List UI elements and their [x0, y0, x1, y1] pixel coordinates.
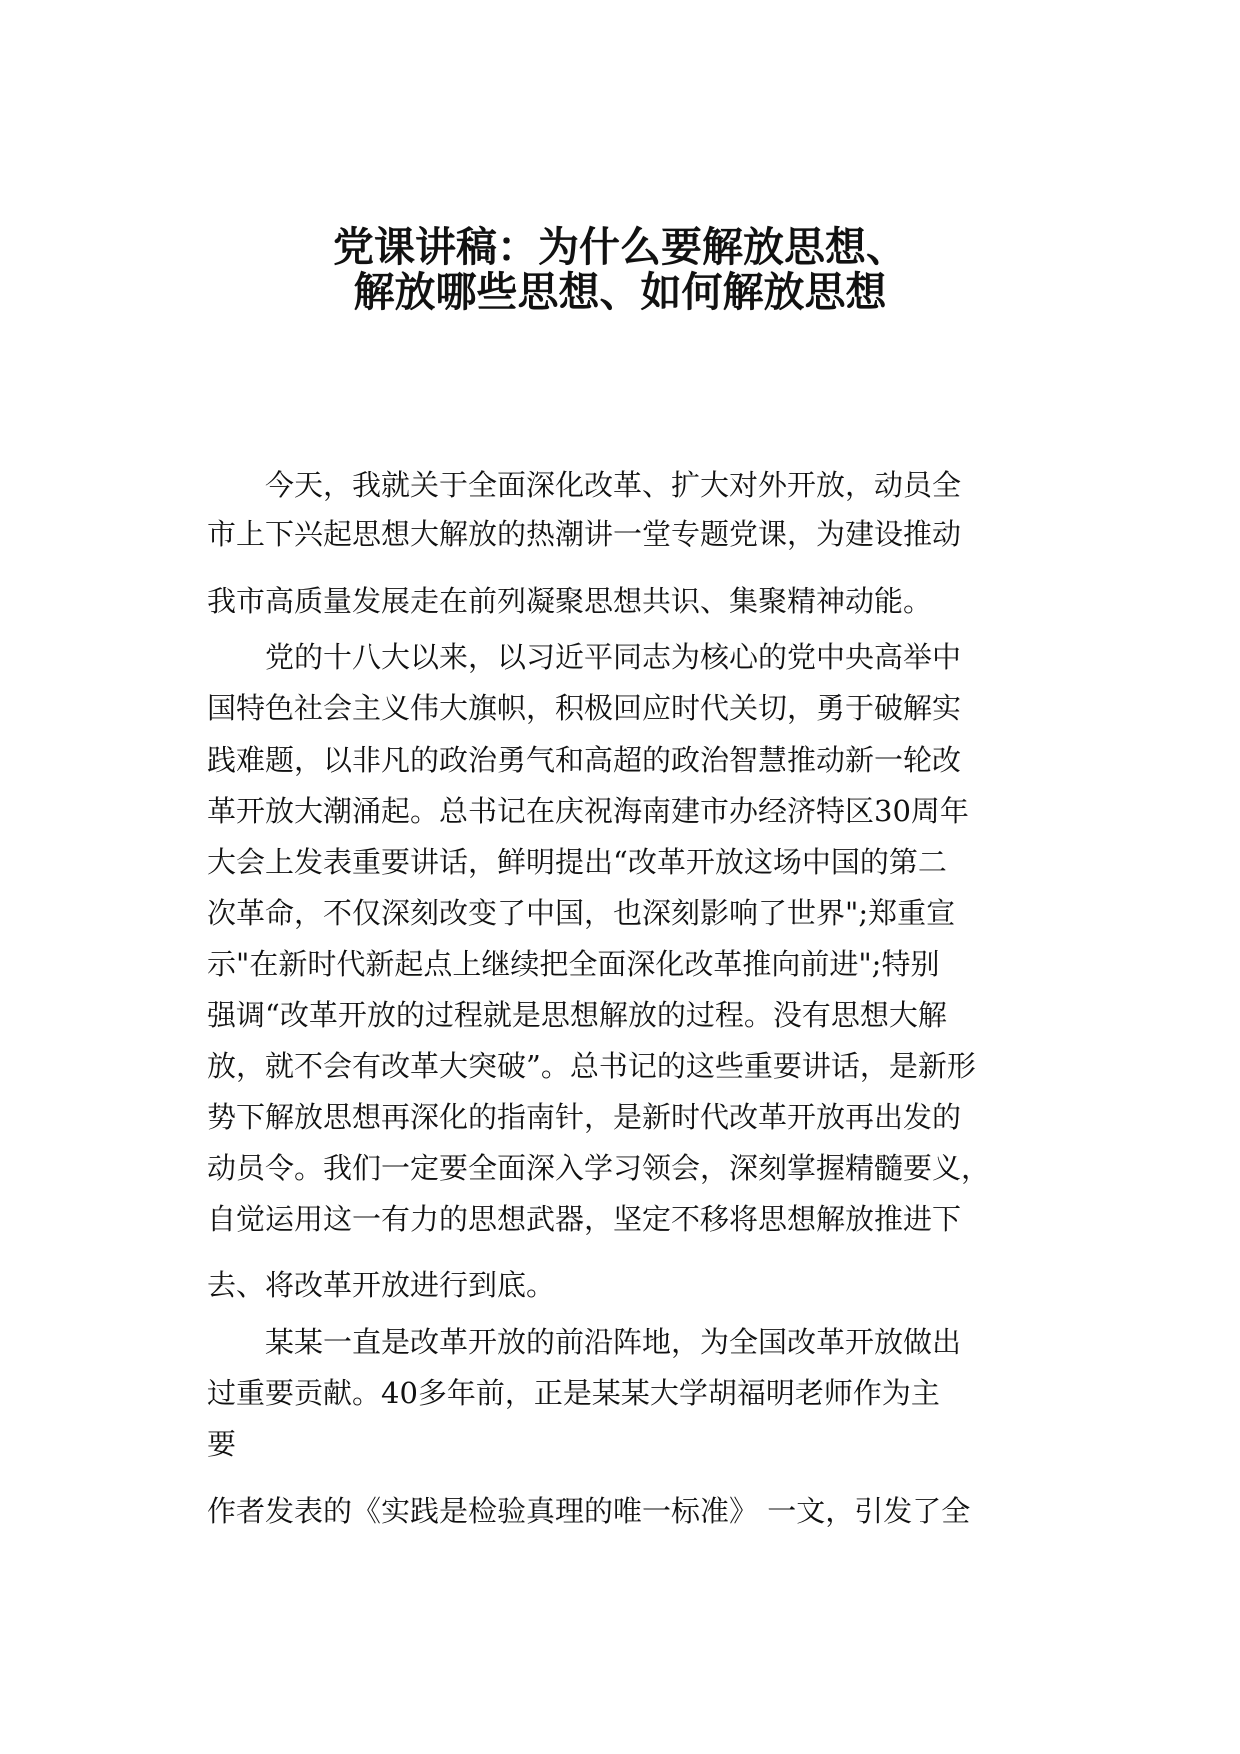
- paragraph-2-line-7: 示"在新时代新起点上继续把全面深化改革推向前进";特别: [207, 947, 940, 981]
- paragraph-1-line-3: 我市高质量发展走在前列凝聚思想共识、集聚精神动能。: [207, 584, 933, 618]
- paragraph-2-line-6: 次革命，不仅深刻改变了中国，也深刻影响了世界";郑重宣: [207, 896, 956, 930]
- paragraph-2-line-5: 大会上发表重要讲话，鲜明提出“改革开放这场中国的第二: [207, 845, 947, 879]
- paragraph-2-line-8: 强调“改革开放的过程就是思想解放的过程。没有思想大解: [207, 998, 947, 1032]
- document-title-line-1: 党课讲稿：为什么要解放思想、: [333, 223, 907, 271]
- paragraph-2-line-10: 势下解放思想再深化的指南针，是新时代改革开放再出发的: [207, 1100, 962, 1134]
- paragraph-1-line-2: 市上下兴起思想大解放的热潮讲一堂专题党课，为建设推动: [207, 517, 962, 551]
- document-title-line-2: 解放哪些思想、如何解放思想: [353, 268, 887, 316]
- paragraph-1-line-1: 今天，我就关于全面深化改革、扩大对外开放，动员全: [265, 468, 962, 502]
- paragraph-2-line-2: 国特色社会主义伟大旗帜，积极回应时代关切，勇于破解实: [207, 691, 962, 725]
- paragraph-3-line-2: 过重要贡献。40多年前，正是某某大学胡福明老师作为主: [207, 1376, 940, 1410]
- paragraph-2-line-9: 放，就不会有改革大突破”。总书记的这些重要讲话，是新形: [207, 1049, 976, 1083]
- paragraph-2-line-4: 革开放大潮涌起。总书记在庆祝海南建市办经济特区30周年: [207, 794, 969, 828]
- paragraph-2-line-13: 去、将改革开放进行到底。: [207, 1268, 556, 1302]
- paragraph-2-line-12: 自觉运用这一有力的思想武器，坚定不移将思想解放推进下: [207, 1202, 962, 1236]
- paragraph-3-line-3: 要: [207, 1427, 237, 1461]
- paragraph-2-line-11: 动员令。我们一定要全面深入学习领会，深刻掌握精髓要义，: [207, 1151, 991, 1185]
- paragraph-2-line-1: 党的十八大以来，以习近平同志为核心的党中央高举中: [265, 640, 962, 674]
- paragraph-3-line-1: 某某一直是改革开放的前沿阵地，为全国改革开放做出: [265, 1325, 962, 1359]
- paragraph-2-line-3: 践难题，以非凡的政治勇气和高超的政治智慧推动新一轮改: [207, 743, 962, 777]
- paragraph-3-line-4: 作者发表的《实践是检验真理的唯一标准》 一文，引发了全: [207, 1494, 971, 1528]
